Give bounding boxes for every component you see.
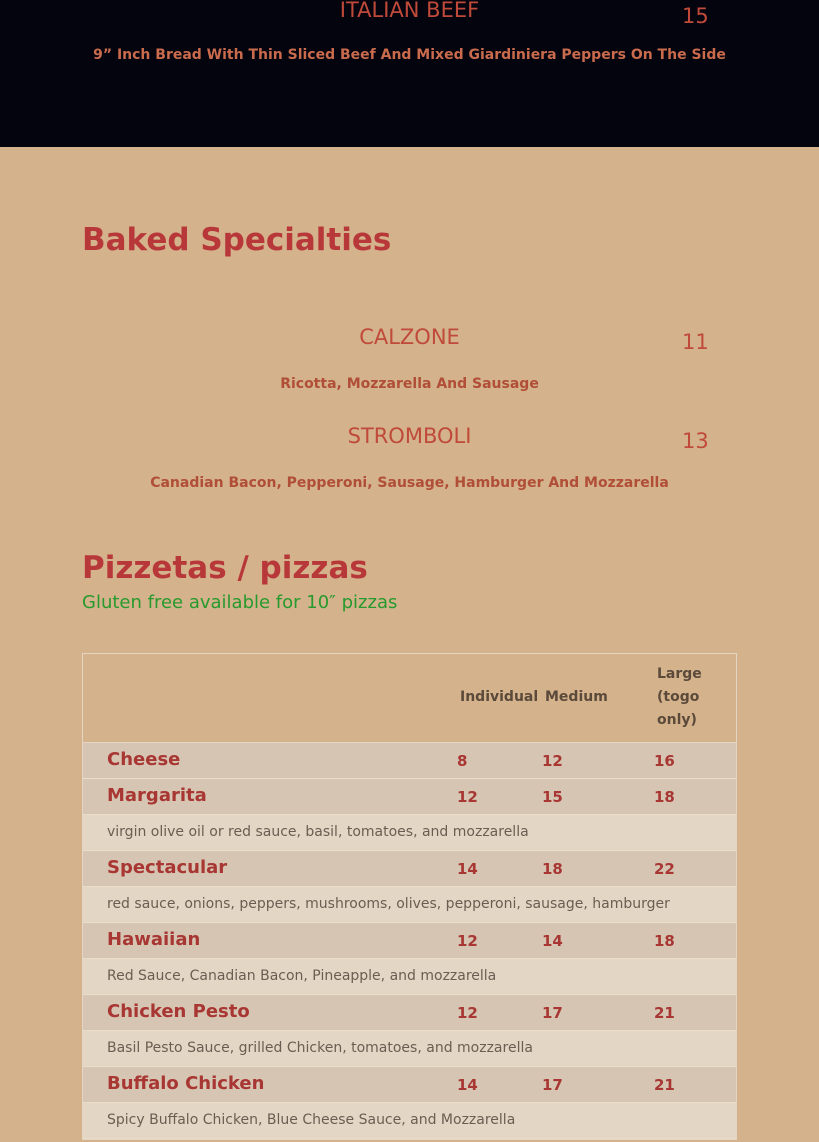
price-individual: 12 [457, 788, 478, 806]
price-medium: 17 [542, 1004, 563, 1022]
header-individual: Individual [460, 689, 539, 705]
italian-beef-price: 15 [682, 4, 709, 28]
price-individual: 12 [457, 1004, 478, 1022]
price-individual: 8 [457, 752, 468, 770]
pizza-price-table [82, 653, 737, 1140]
pizza-description: Basil Pesto Sauce, grilled Chicken, tomatoes, and mozzarella [107, 1040, 533, 1056]
price-large: 22 [654, 860, 675, 878]
table-row-description [83, 815, 736, 851]
stromboli-name: STROMBOLI [347, 424, 472, 448]
table-row-description [83, 887, 736, 923]
price-medium: 17 [542, 1076, 563, 1094]
table-row [83, 1067, 736, 1103]
table-row-description [83, 1031, 736, 1067]
pizza-name: Buffalo Chicken [107, 1073, 265, 1094]
header-large-line3: only) [657, 712, 697, 728]
table-row-description [83, 1103, 736, 1139]
pizza-description: Red Sauce, Canadian Bacon, Pineapple, and mozzarella [107, 968, 497, 984]
table-row [83, 923, 736, 959]
pizza-name: Spectacular [107, 857, 228, 878]
gluten-free-note: Gluten free available for 10″ pizzas [82, 592, 398, 613]
pizza-name: Cheese [107, 749, 181, 770]
header-medium: Medium [545, 689, 608, 705]
price-medium: 15 [542, 788, 563, 806]
pizza-description: Spicy Buffalo Chicken, Blue Cheese Sauce, and Mozzarella [107, 1112, 516, 1128]
italian-beef-banner [0, 0, 819, 147]
pizza-name: Hawaiian [107, 929, 201, 950]
price-individual: 12 [457, 932, 478, 950]
pizzas-title: Pizzetas / pizzas [82, 550, 368, 586]
table-header [83, 654, 736, 743]
header-large [657, 663, 702, 732]
price-individual: 14 [457, 860, 478, 878]
italian-beef-name: ITALIAN BEEF [339, 0, 480, 22]
price-medium: 12 [542, 752, 563, 770]
table-row [83, 779, 736, 815]
stromboli-price: 13 [682, 429, 709, 453]
italian-beef-description: 9” Inch Bread With Thin Sliced Beef And Mixed Giardiniera Peppers On The Side [93, 47, 726, 63]
header-large-line1: Large [657, 666, 702, 682]
table-row-description [83, 959, 736, 995]
stromboli-description: Canadian Bacon, Pepperoni, Sausage, Hamburger And Mozzarella [150, 475, 669, 491]
calzone-price: 11 [682, 330, 709, 354]
price-large: 21 [654, 1076, 675, 1094]
table-row [83, 851, 736, 887]
price-large: 18 [654, 788, 675, 806]
price-large: 18 [654, 932, 675, 950]
pizza-description: virgin olive oil or red sauce, basil, tomatoes, and mozzarella [107, 824, 529, 840]
calzone-description: Ricotta, Mozzarella And Sausage [280, 376, 539, 392]
pizza-name: Chicken Pesto [107, 1001, 250, 1022]
header-large-line2: (togo [657, 689, 700, 705]
price-large: 16 [654, 752, 675, 770]
price-individual: 14 [457, 1076, 478, 1094]
pizza-description: red sauce, onions, peppers, mushrooms, olives, pepperoni, sausage, hamburger [107, 896, 670, 912]
baked-specialties-title: Baked Specialties [82, 222, 392, 258]
table-row [83, 743, 736, 779]
price-medium: 18 [542, 860, 563, 878]
calzone-name: CALZONE [359, 325, 460, 349]
price-medium: 14 [542, 932, 563, 950]
pizza-name: Margarita [107, 785, 207, 806]
price-large: 21 [654, 1004, 675, 1022]
table-row [83, 995, 736, 1031]
